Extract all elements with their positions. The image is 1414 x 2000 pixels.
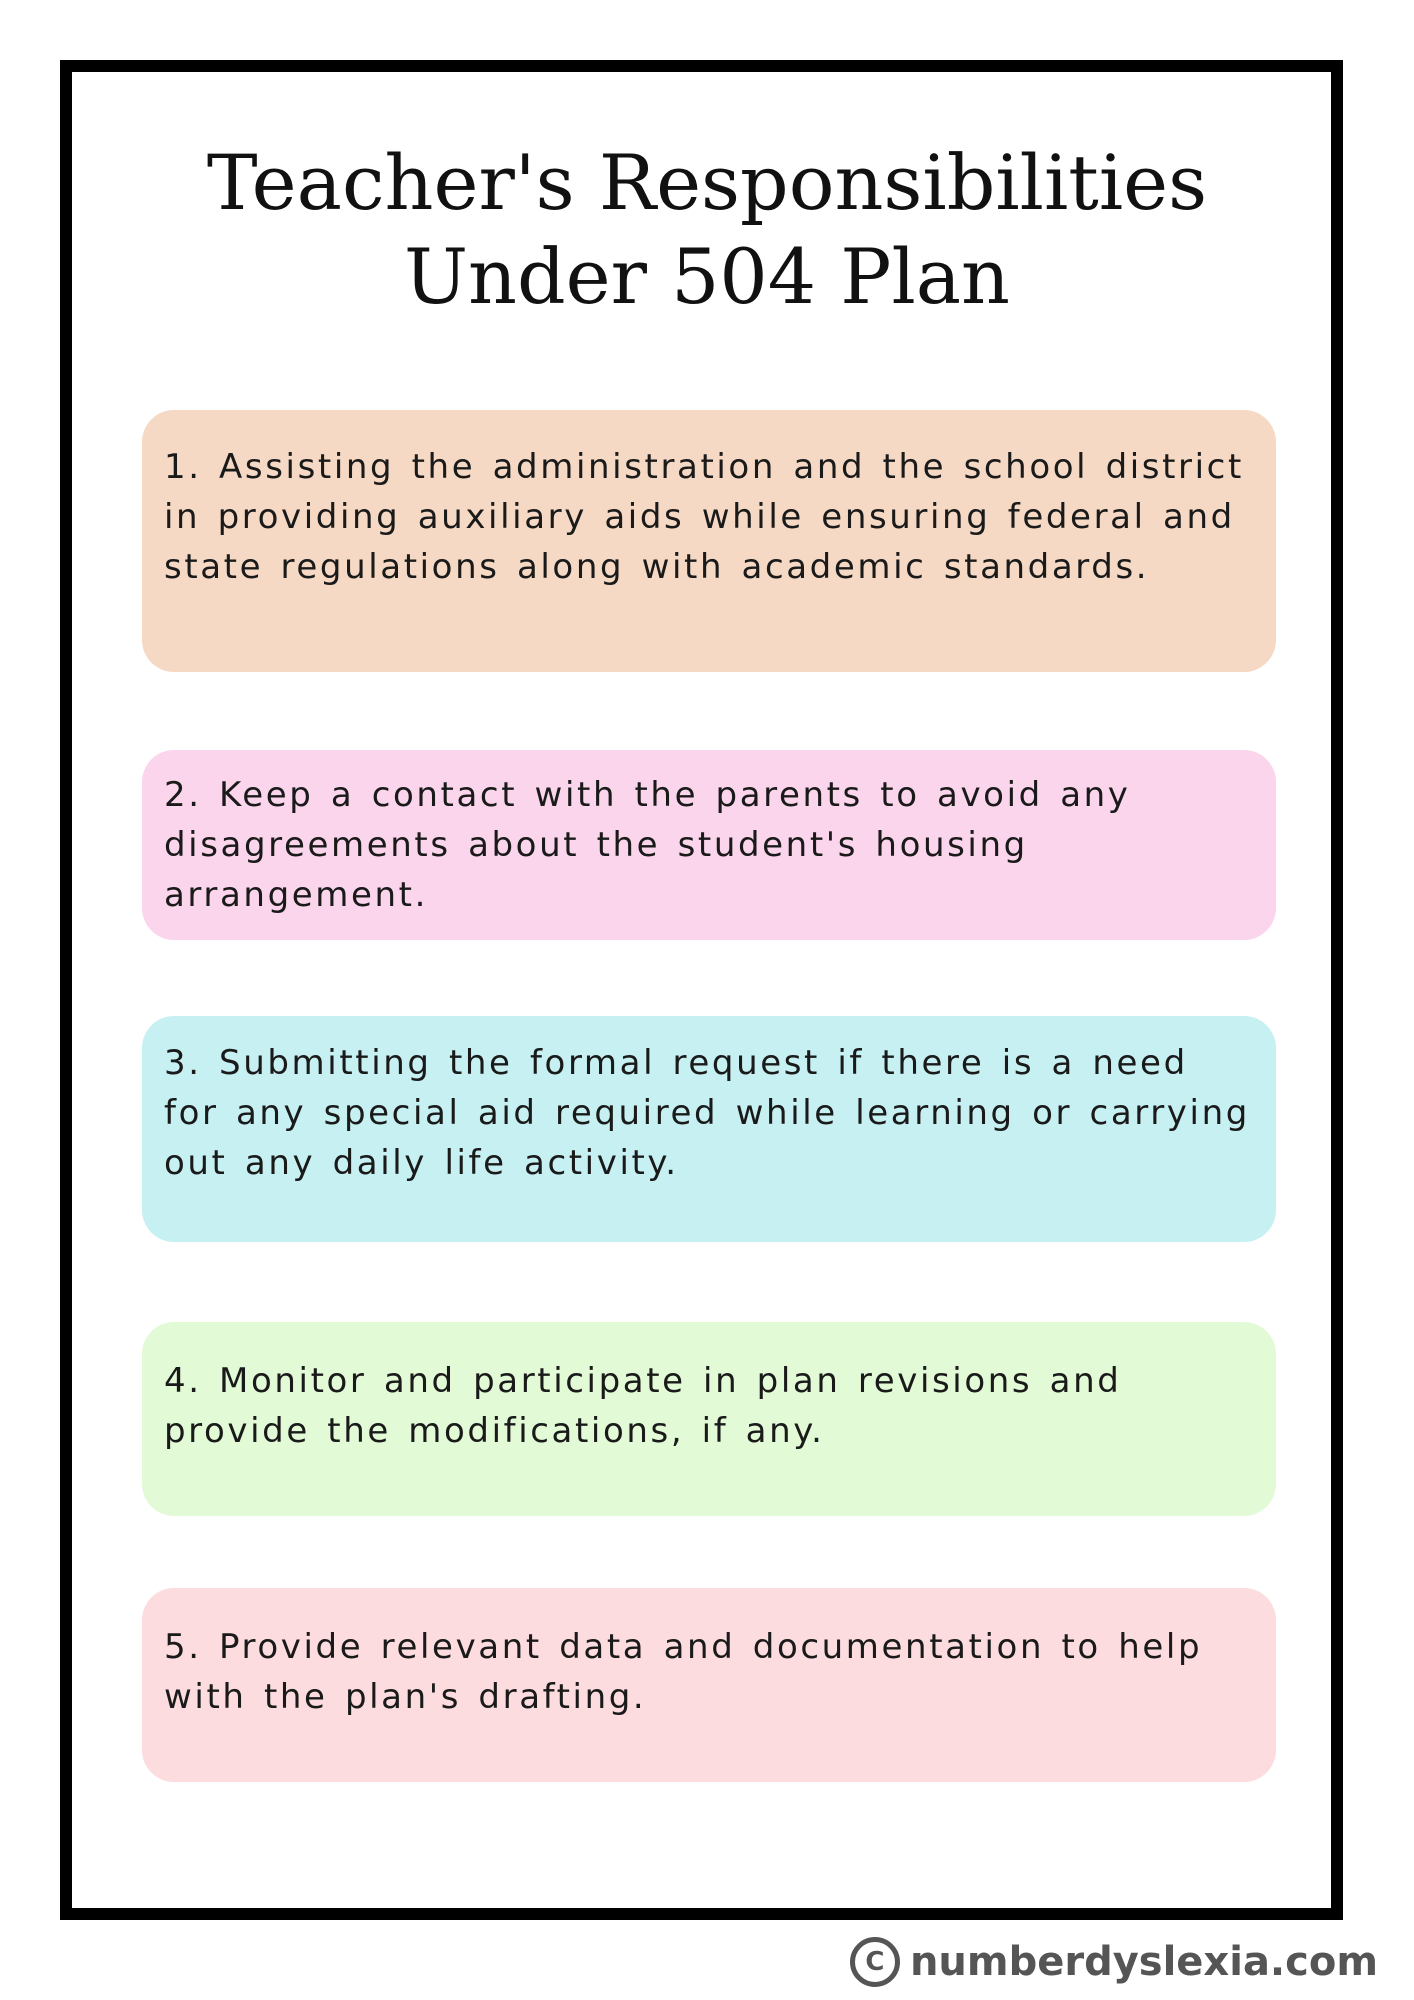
footer-site: numberdyslexia.com	[909, 1939, 1378, 1985]
responsibility-card-5	[142, 1588, 1276, 1782]
responsibility-card-4	[142, 1322, 1276, 1516]
responsibility-text: 4. Monitor and participate in plan revisions and provide the modifications, if any.	[164, 1361, 1122, 1451]
title-line-1: Teacher's Responsibilities	[206, 138, 1208, 227]
responsibility-text: 3. Submitting the formal request if there is a need for any special aid required while learning or carrying out any daily life activity.	[164, 1043, 1250, 1183]
copyright-icon: C	[850, 1937, 900, 1987]
responsibility-text: 2. Keep a contact with the parents to avoid any disagreements about the student's housing arrangement.	[164, 775, 1131, 915]
footer-watermark	[850, 1936, 1378, 1988]
responsibility-card-3	[142, 1016, 1276, 1242]
responsibility-text: 5. Provide relevant data and documentation to help with the plan's drafting.	[164, 1627, 1203, 1717]
page-title	[0, 136, 1414, 324]
responsibility-card-2	[142, 750, 1276, 940]
title-line-2: Under 504 Plan	[403, 232, 1011, 321]
responsibility-text: 1. Assisting the administration and the school district in providing auxiliary aids while ensuring federal and state regulations along with academic standards.	[164, 447, 1244, 587]
responsibility-card-1	[142, 410, 1276, 672]
